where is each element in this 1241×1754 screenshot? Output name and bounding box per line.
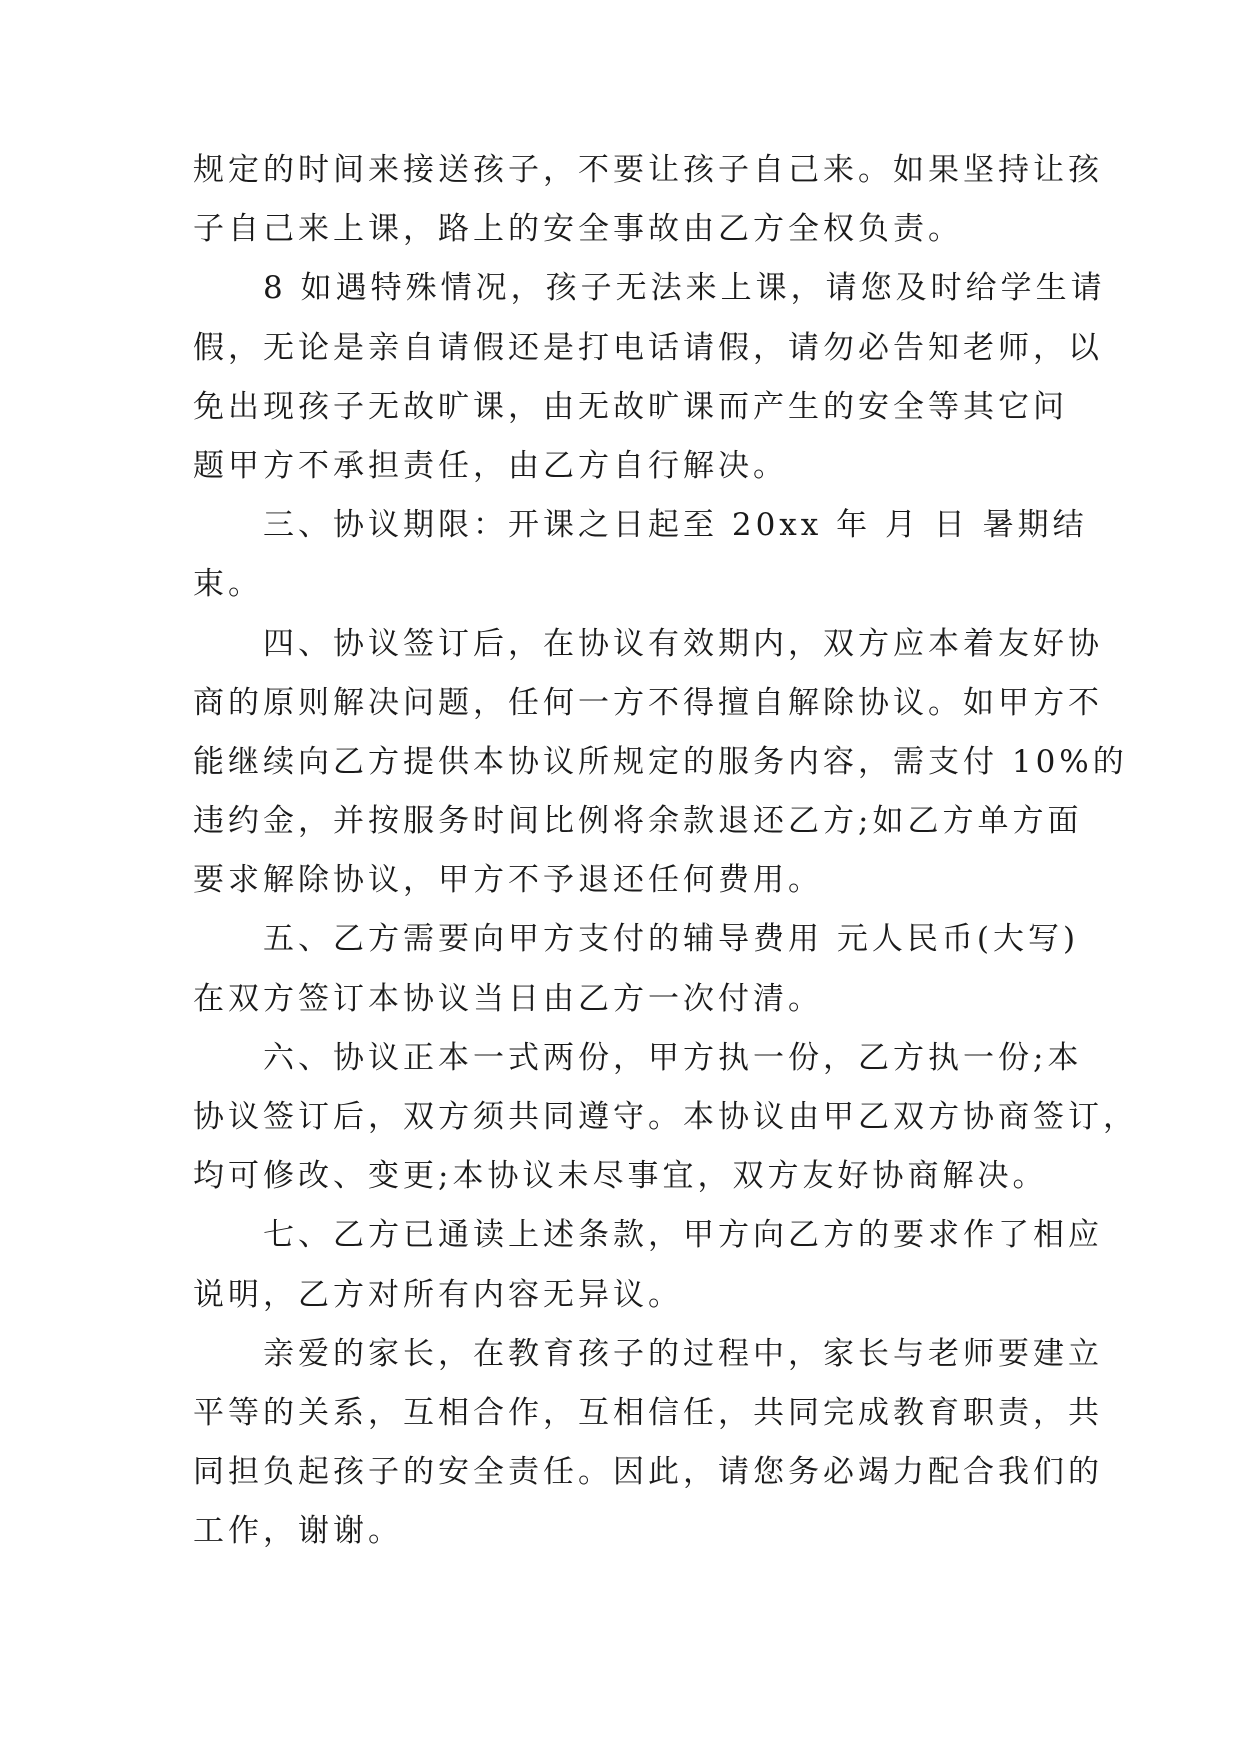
text-line: 亲爱的家长，在教育孩子的过程中，家长与老师要建立: [193, 1335, 1103, 1372]
text-line: 工作，谢谢。: [193, 1513, 403, 1550]
paragraph-closing: [193, 1325, 1103, 1562]
text-line: 规定的时间来接送孩子，不要让孩子自己来。如果坚持让孩: [193, 152, 1103, 188]
text-line: 能继续向乙方提供本协议所规定的服务内容，需支付 10%的: [193, 743, 1128, 780]
text-line: 免出现孩子无故旷课，由无故旷课而产生的安全等其它问: [193, 388, 1068, 425]
text-line: 七、乙方已通读上述条款，甲方向乙方的要求作了相应: [193, 1217, 1103, 1254]
text-line: 协议签订后，双方须共同遵守。本协议由甲乙双方协商签订，: [193, 1099, 1138, 1135]
paragraph-section-4: [193, 615, 1128, 911]
text-line: 平等的关系，互相合作，互相信任，共同完成教育职责，共: [193, 1394, 1103, 1431]
text-line: 同担负起孩子的安全责任。因此，请您务必竭力配合我们的: [193, 1454, 1103, 1491]
text-line: 子自己来上课，路上的安全事故由乙方全权负责。: [193, 211, 963, 248]
text-line: 违约金，并按服务时间比例将余款退还乙方;如乙方单方面: [193, 803, 1083, 840]
paragraph-continuation: [193, 141, 1103, 259]
text-line: 假，无论是亲自请假还是打电话请假，请勿必告知老师，以: [193, 329, 1103, 366]
document-body: [193, 141, 1138, 1562]
text-line: 五、乙方需要向甲方支付的辅导费用 元人民币(大写): [193, 921, 1080, 958]
text-line: 要求解除协议，甲方不予退还任何费用。: [193, 862, 823, 899]
text-line: 说明，乙方对所有内容无异议。: [193, 1276, 683, 1313]
text-line: 商的原则解决问题，任何一方不得擅自解除协议。如甲方不: [193, 684, 1103, 721]
paragraph-section-7: [193, 1206, 1103, 1324]
text-line: 题甲方不承担责任，由乙方自行解决。: [193, 447, 788, 484]
text-line: 六、协议正本一式两份，甲方执一份，乙方执一份;本: [193, 1039, 1083, 1076]
text-line: 均可修改、变更;本协议未尽事宜，双方友好协商解决。: [193, 1158, 1048, 1195]
text-line: 在双方签订本协议当日由乙方一次付清。: [193, 980, 823, 1017]
paragraph-clause-8: [193, 259, 1106, 496]
paragraph-section-5: [193, 910, 1080, 1028]
paragraph-section-6: [193, 1029, 1138, 1207]
text-line: 四、协议签订后，在协议有效期内，双方应本着友好协: [193, 625, 1103, 662]
text-line: 8 如遇特殊情况，孩子无法来上课，请您及时给学生请: [193, 270, 1106, 307]
text-line: 束。: [193, 566, 263, 603]
text-line: 三、协议期限：开课之日起至 20xx 年 月 日 暑期结: [193, 507, 1088, 544]
paragraph-section-3: [193, 496, 1088, 614]
